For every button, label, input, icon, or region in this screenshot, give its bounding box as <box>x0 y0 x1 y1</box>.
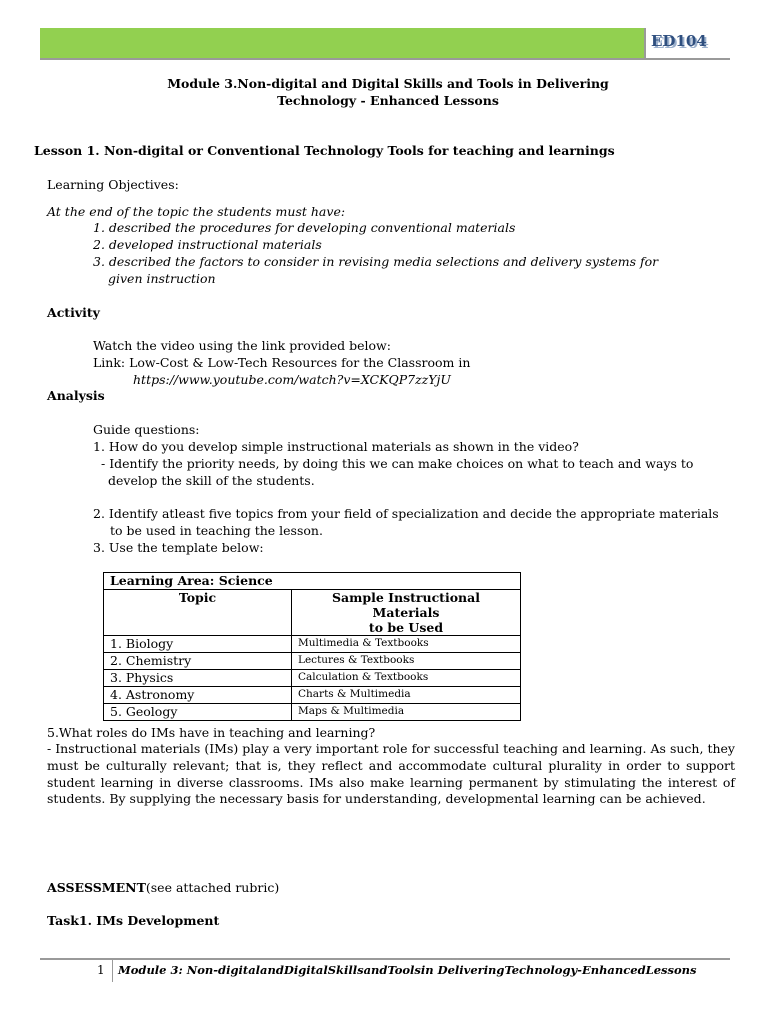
footer-rule <box>40 958 730 960</box>
header-divider <box>644 28 646 60</box>
table-row <box>104 636 521 653</box>
lesson-title: Lesson 1. Non-digital or Conventional Technology Tools for teaching and learnings <box>34 143 615 158</box>
activity-link-label: Link: Low-Cost & Low-Tech Resources for the Classroom in <box>93 355 471 370</box>
question-2-line2: to be used in teaching the lesson. <box>110 523 323 538</box>
table-row <box>104 704 521 721</box>
assessment-heading: ASSESSMENT <box>47 880 146 895</box>
question-3: 3. Use the template below: <box>93 540 264 555</box>
objective-item-continued: given instruction <box>108 271 216 286</box>
course-code: ED104 <box>651 32 707 50</box>
page-number: 1 <box>97 963 105 977</box>
learning-area-table <box>103 572 521 721</box>
assessment-line <box>47 880 279 895</box>
activity-instruction: Watch the video using the link provided below: <box>93 338 391 353</box>
question-2-line1: 2. Identify atleast five topics from your field of specialization and decide the appropriate materials <box>93 506 719 521</box>
answer-5: - Instructional materials (IMs) play a very important role for successful teaching and learning. As such, they must be culturally relevant; that is, they reflect and accommodate cultural plurality in order to support student learning in diverse classrooms. IMs also make learning permanent by stimulating the interest of students. By supplying the necessary basis for understanding, developmental learning can be achieved. <box>47 741 735 807</box>
materials-cell: Charts & Multimedia <box>292 687 521 704</box>
topic-header: Topic <box>104 590 292 636</box>
task-heading: Task1. IMs Development <box>47 913 220 928</box>
module-title-line2: Technology - Enhanced Lessons <box>277 93 499 108</box>
answer-1-line1: - Identify the priority needs, by doing this we can make choices on what to teach and ways to <box>101 456 694 471</box>
objectives-heading: Learning Objectives: <box>47 177 179 192</box>
materials-header-line2: to be Used <box>368 620 444 635</box>
objective-item: 1. described the procedures for developing conventional materials <box>93 220 516 235</box>
question-1: 1. How do you develop simple instructional materials as shown in the video? <box>93 439 579 454</box>
question-5: 5.What roles do IMs have in teaching and learning? <box>47 725 376 740</box>
materials-cell: Maps & Multimedia <box>292 704 521 721</box>
objective-item: 3. described the factors to consider in revising media selections and delivery systems for <box>93 254 659 269</box>
topic-cell: 5. Geology <box>104 704 292 721</box>
materials-cell: Calculation & Textbooks <box>292 670 521 687</box>
module-title-line1: Module 3.Non-digital and Digital Skills and Tools in Delivering <box>167 76 609 91</box>
assessment-note: (see attached rubric) <box>145 880 280 895</box>
learning-area-cell: Learning Area: Science <box>104 573 521 590</box>
topic-cell: 1. Biology <box>104 636 292 653</box>
table-row <box>104 670 521 687</box>
activity-heading: Activity <box>47 305 100 320</box>
topic-cell: 2. Chemistry <box>104 653 292 670</box>
topic-cell: 4. Astronomy <box>104 687 292 704</box>
objective-item: 2. developed instructional materials <box>93 237 322 252</box>
analysis-heading: Analysis <box>47 388 105 403</box>
footer-text: Module 3: Non-digitalandDigitalSkillsandToolsin DeliveringTechnology-EnhancedLessons <box>118 963 697 977</box>
objectives-intro: At the end of the topic the students must have: <box>47 204 346 219</box>
materials-header-line1: Sample Instructional Materials <box>332 590 480 620</box>
answer-1-line2: develop the skill of the students. <box>108 473 315 488</box>
materials-cell: Multimedia & Textbooks <box>292 636 521 653</box>
topic-cell: 3. Physics <box>104 670 292 687</box>
header-rule <box>40 58 730 60</box>
header-bar <box>40 28 644 58</box>
table-row <box>104 687 521 704</box>
video-link[interactable]: https://www.youtube.com/watch?v=XCKQP7zzYjU <box>133 372 451 387</box>
table-row <box>104 653 521 670</box>
footer-divider <box>112 960 113 982</box>
materials-header <box>292 590 521 636</box>
materials-cell: Lectures & Textbooks <box>292 653 521 670</box>
guide-questions-label: Guide questions: <box>93 422 200 437</box>
